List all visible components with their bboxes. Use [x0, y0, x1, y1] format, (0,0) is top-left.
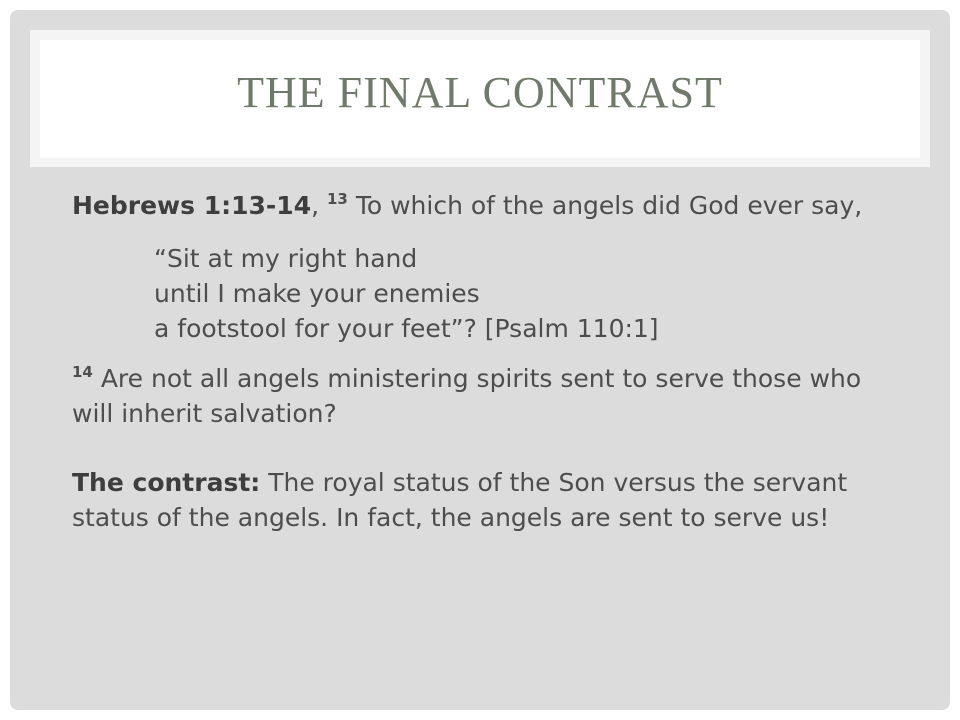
verse-14-number: 14 — [72, 363, 93, 381]
slide-title: THE FINAL CONTRAST — [237, 68, 723, 117]
quote-line-2: until I make your enemies — [154, 279, 480, 308]
scripture-reference: Hebrews 1:13-14 — [72, 191, 312, 220]
verse-14-paragraph — [72, 361, 887, 431]
verse-13-paragraph: Hebrews 1:13-14, $^{13}$ To which of the angels did God ever say, — [72, 190, 863, 220]
contrast-paragraph — [72, 465, 887, 535]
quote-line-1: “Sit at my right hand — [154, 244, 418, 273]
verse-14-text: Are not all angels ministering spirits sent to serve those who will inherit salvation? — [72, 364, 862, 428]
quote-line-3: a footstool for your feet”? [Psalm 110:1] — [154, 314, 659, 343]
verse-13-number: 13 — [327, 190, 348, 208]
slide-body — [72, 188, 887, 535]
verse-13-text: To which of the angels did God ever say, — [347, 191, 863, 220]
contrast-label: The contrast: — [72, 468, 261, 497]
paragraph-gap — [72, 431, 887, 465]
psalm-quote — [72, 241, 887, 346]
contrast-text: The royal status of the Son versus the servant status of the angels. In fact, the angels are sent to serve us! — [72, 468, 848, 532]
